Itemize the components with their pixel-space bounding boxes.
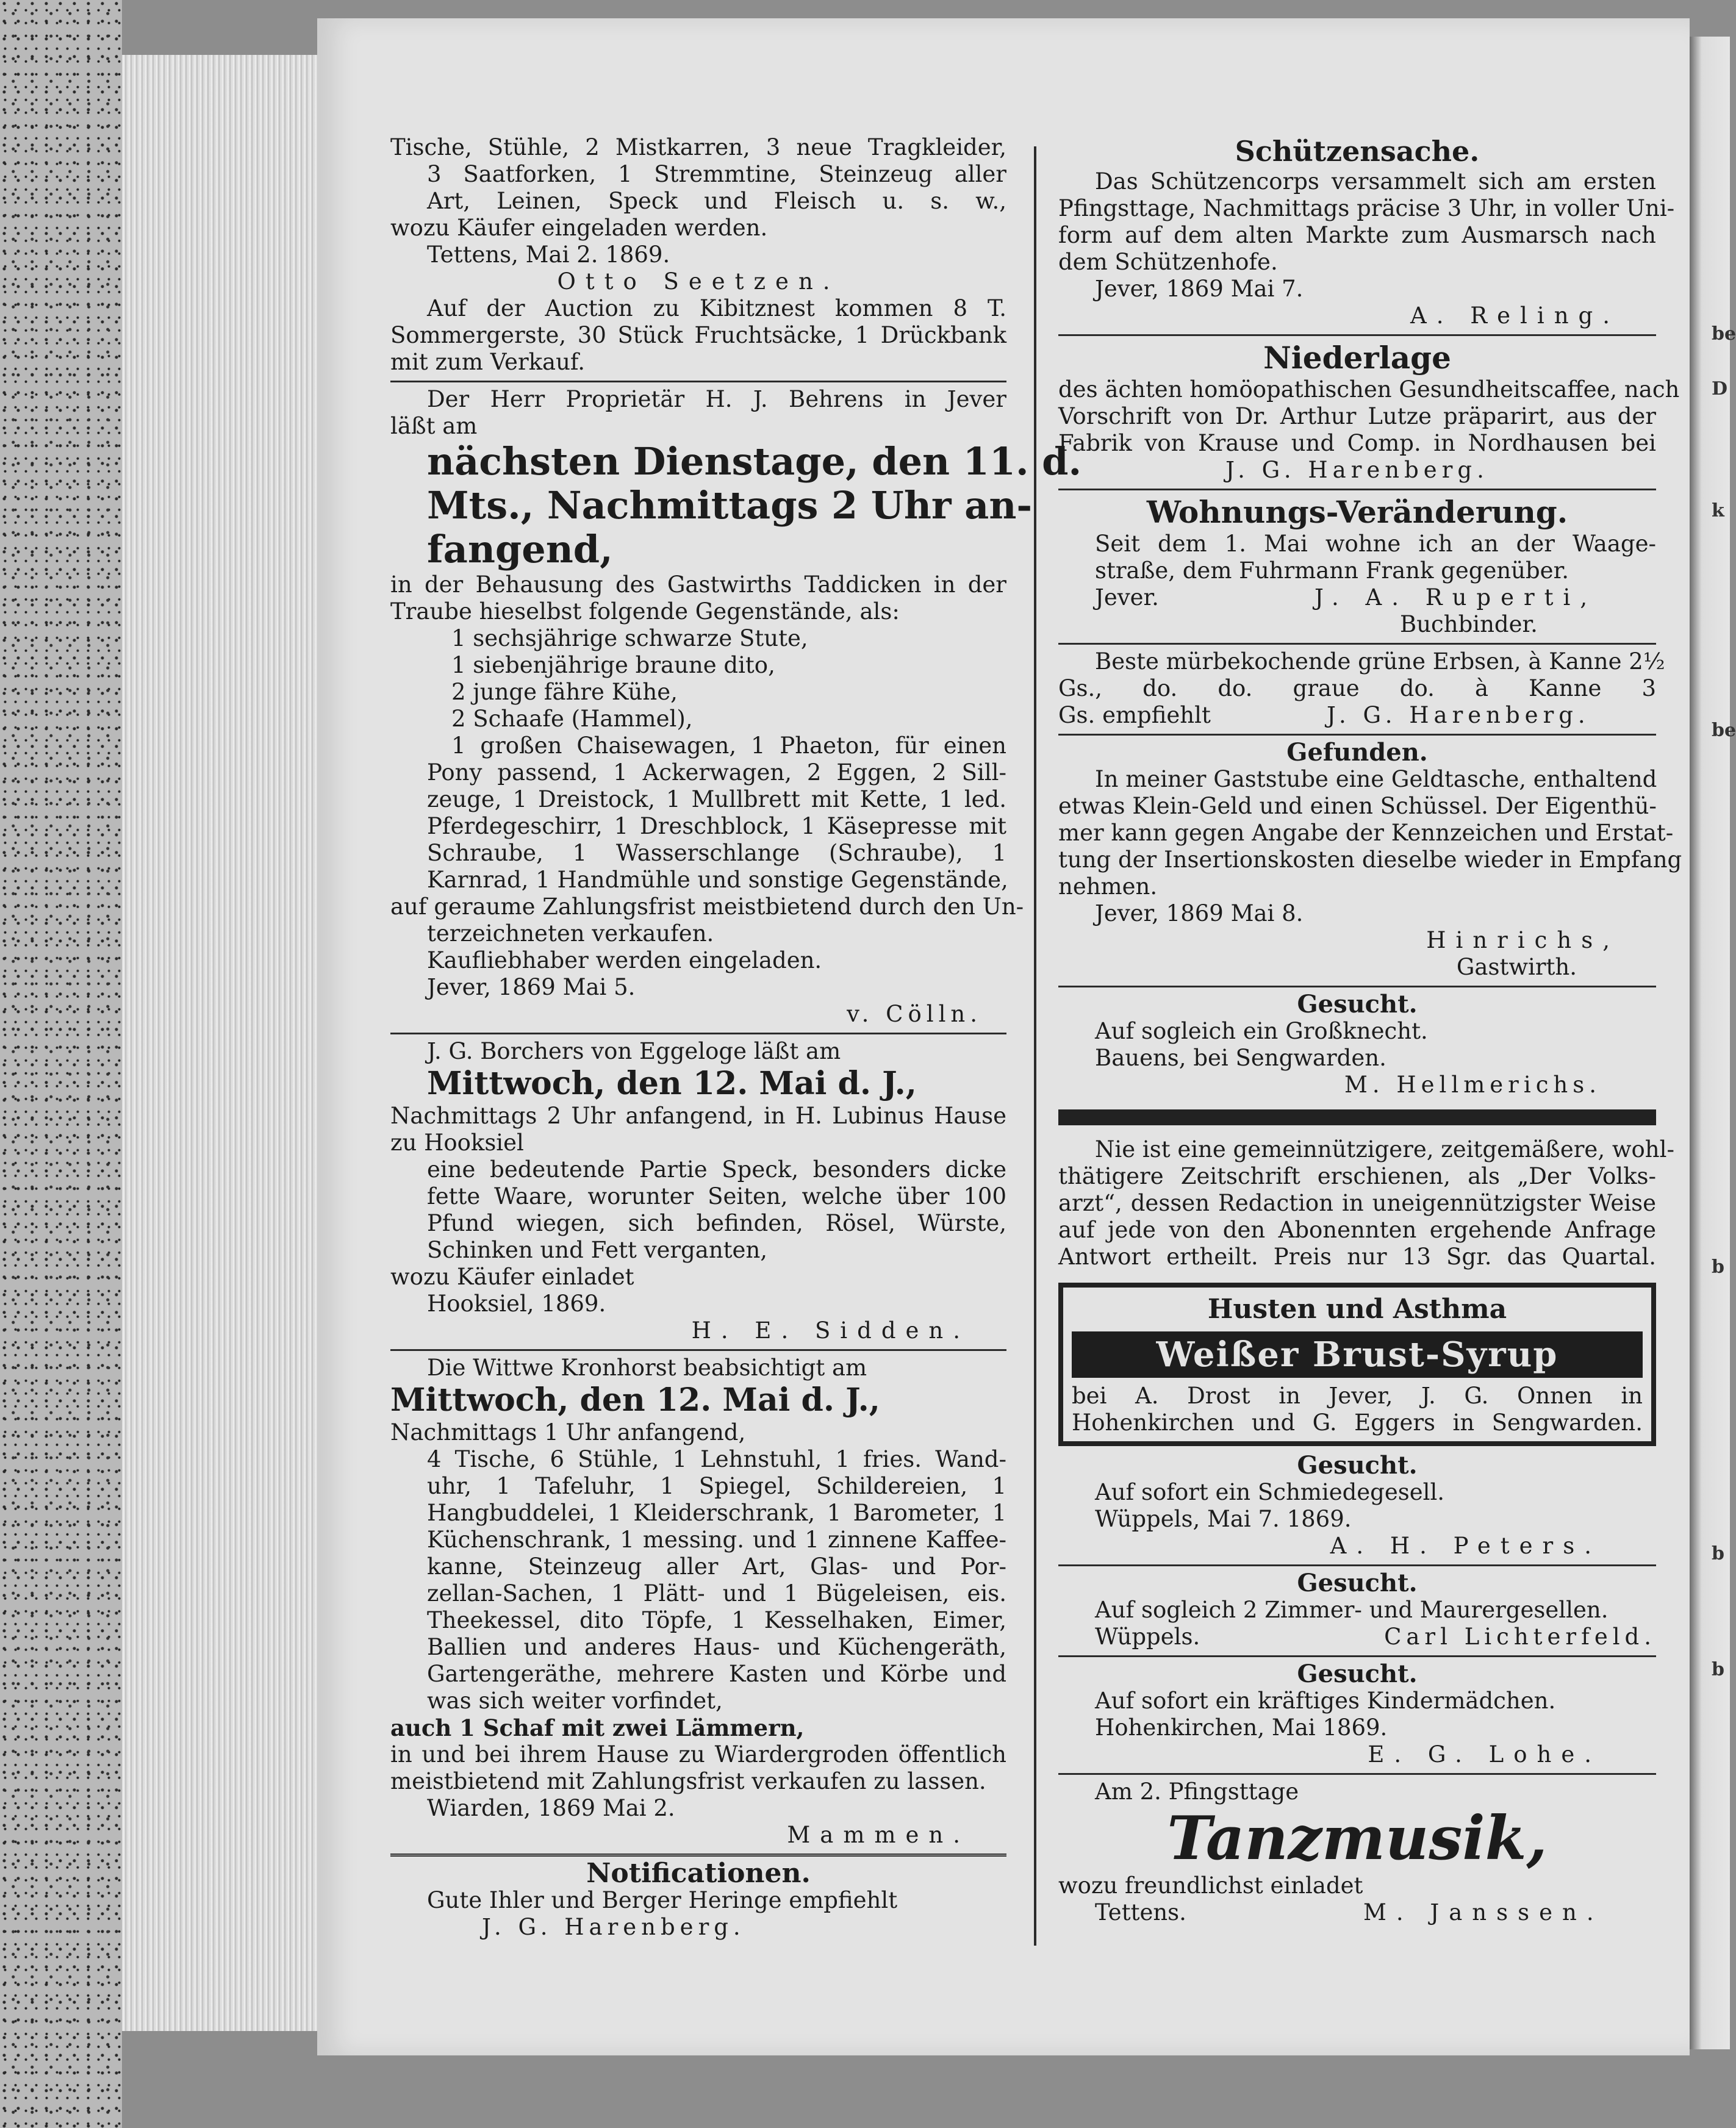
facing-page-fragment: D — [1712, 378, 1728, 399]
text-line: auf jede von den Abonennten ergehende Anfrage — [1058, 1217, 1656, 1243]
list-item: Pferdegeschirr, 1 Dreschblock, 1 Käsepresse mit — [427, 813, 1006, 839]
list-item: Pfund wiegen, sich befinden, Rösel, Würste, — [427, 1210, 1006, 1236]
date-line: Jever, 1869 Mai 8. — [1095, 900, 1304, 926]
text-line: bei A. Drost in Jever, J. G. Onnen in — [1072, 1383, 1643, 1409]
text-line: 3 Saatforken, 1 Stremmtine, Steinzeug aller — [427, 161, 1006, 187]
separator-rule — [390, 381, 1006, 382]
separator-rule — [1058, 1773, 1656, 1775]
ad-kibitznest — [390, 295, 1006, 376]
highlight-line: auch 1 Schaf mit zwei Lämmern, — [390, 1714, 805, 1741]
list-item: Karnrad, 1 Handmühle und sonstige Gegenstände, — [427, 867, 1008, 893]
section-heading: Gesucht. — [1297, 990, 1418, 1019]
section-heading: Gesucht. — [1297, 1660, 1418, 1688]
auction-date-headline: Mts., Nachmittags 2 Uhr an- — [427, 483, 1033, 528]
text-line: Gs., do. do. graue do. à Kanne 3 — [1058, 675, 1656, 701]
section-heading: Gesucht. — [1297, 1451, 1418, 1480]
facing-page-fragment: be — [1712, 720, 1736, 741]
list-item: uhr, 1 Tafeluhr, 1 Spiegel, Schildereien, 1 — [427, 1473, 1006, 1499]
text-line: dem Schützenhofe. — [1058, 249, 1278, 275]
text-line: form auf dem alten Markte zum Ausmarsch nach — [1058, 222, 1656, 248]
list-item: Schinken und Fett verganten, — [427, 1237, 768, 1263]
text-line: Sommergerste, 30 Stück Fruchtsäcke, 1 Drückbank — [390, 322, 1006, 348]
text-line: Art, Leinen, Speck und Fleisch u. s. w., — [427, 188, 1006, 214]
text-line: Fabrik von Krause und Comp. in Nordhausen bei — [1058, 430, 1656, 456]
signature: J. G. Harenberg. — [482, 1914, 745, 1940]
text-line: zu Hooksiel — [390, 1130, 524, 1156]
text-line: Gute Ihler und Berger Heringe empfiehlt — [427, 1887, 898, 1913]
ad-tanzmusik — [1058, 1779, 1656, 1926]
text-line: terzeichneten verkaufen. — [427, 920, 714, 947]
date-line: Hohenkirchen, Mai 1869. — [1095, 1714, 1388, 1741]
list-item: zeuge, 1 Dreistock, 1 Mullbrett mit Kette, 1 led. — [427, 786, 1006, 812]
list-item: eine bedeutende Partie Speck, besonders dicke — [427, 1156, 1006, 1183]
ad-brust-syrup-box — [1058, 1283, 1656, 1446]
auction-date-headline: Mittwoch, den 12. Mai d. J., — [390, 1381, 880, 1419]
facing-page-fragment: k — [1712, 500, 1724, 521]
auction-date-headline: Mittwoch, den 12. Mai d. J., — [427, 1065, 917, 1102]
text-line: Tische, Stühle, 2 Mistkarren, 3 neue Tragkleider, — [390, 134, 1006, 160]
text-line: Am 2. Pfingsttage — [1095, 1779, 1299, 1805]
signature-row — [1058, 1624, 1656, 1650]
ad-gefunden — [1058, 738, 1682, 981]
signature: v. Cölln. — [847, 1001, 982, 1027]
text-line: in der Behausung des Gastwirths Taddicken in der — [390, 571, 1006, 598]
text-line: mit zum Verkauf. — [390, 349, 586, 375]
separator-rule — [1058, 1564, 1656, 1566]
signature: M. Janssen. — [1363, 1899, 1604, 1926]
text-line: Nachmittags 1 Uhr anfangend, — [390, 1419, 746, 1446]
signature: H. E. Sidden. — [691, 1317, 970, 1344]
text-line: nehmen. — [1058, 873, 1158, 900]
list-item: 1 sechsjährige schwarze Stute, — [451, 625, 808, 651]
list-item: 2 Schaafe (Hammel), — [451, 706, 693, 732]
text-line: Auf sogleich 2 Zimmer- und Maurergesellen. — [1095, 1597, 1609, 1623]
date-line: Wiarden, 1869 Mai 2. — [427, 1795, 675, 1821]
list-item: 1 großen Chaisewagen, 1 Phaeton, für einen — [451, 733, 1006, 759]
list-item: 2 junge fähre Kühe, — [451, 679, 678, 705]
signature: J. G. Harenberg. — [1327, 702, 1590, 728]
ad-niederlage — [1058, 340, 1680, 484]
ad-volksarzt — [1058, 1136, 1674, 1270]
text-line: Auf der Auction zu Kibitznest kommen 8 T. — [427, 295, 1006, 321]
ad-behrens-auction — [390, 386, 1082, 1028]
text-line: Nie ist eine gemeinnützigere, zeitgemäßere, wohl- — [1095, 1136, 1674, 1163]
text-line: Auf sofort ein kräftiges Kindermädchen. — [1095, 1688, 1556, 1714]
text-line: J. G. Borchers von Eggeloge läßt am — [427, 1038, 841, 1064]
text-line: des ächten homöopathischen Gesundheitscaffee, nach — [1058, 376, 1680, 403]
list-item: zellan-Sachen, 1 Plätt- und 1 Bügeleisen, eis. — [427, 1580, 1006, 1607]
ad-gesucht-maurergesellen — [1058, 1570, 1656, 1650]
ad-wohnungs-veraenderung — [1058, 494, 1656, 638]
ad-gesucht-schmiedegesell — [1058, 1452, 1656, 1560]
separator-rule — [1058, 1655, 1656, 1657]
list-item: kanne, Steinzeug aller Art, Glas- und Por- — [427, 1553, 1006, 1580]
date-line: Jever, 1869 Mai 7. — [1095, 276, 1304, 302]
list-item: 1 siebenjährige braune dito, — [451, 652, 775, 678]
signature: A. Reling. — [1410, 303, 1619, 329]
section-heading: Notificationen. — [586, 1858, 811, 1889]
ad-erbsen — [1058, 648, 1665, 729]
text-line: Das Schützencorps versammelt sich am ersten — [1095, 168, 1656, 195]
text-line: In meiner Gaststube eine Geldtasche, enthaltend — [1095, 766, 1657, 792]
text-line: läßt am — [390, 413, 478, 439]
text-line: in und bei ihrem Hause zu Wiardergroden öffentlich — [390, 1741, 1006, 1768]
column-divider — [1034, 146, 1036, 1946]
section-heading: Gesucht. — [1297, 1569, 1418, 1597]
list-item: was sich weiter vorfindet, — [427, 1688, 723, 1714]
text-line: straße, dem Fuhrmann Frank gegenüber. — [1095, 557, 1569, 584]
signature: Otto Seetzen. — [557, 268, 840, 295]
list-item: fette Waare, worunter Seiten, welche über 100 — [427, 1183, 1006, 1209]
ad-gesucht-grossknecht — [1058, 991, 1656, 1098]
signature: Hinrichs, — [1426, 927, 1619, 953]
list-item: Ballien und anderes Haus- und Küchengeräth, — [427, 1634, 1006, 1660]
ad-gesucht-kindermaedchen — [1058, 1661, 1656, 1768]
separator-rule — [390, 1349, 1006, 1351]
section-heading: Niederlage — [1263, 340, 1451, 376]
separator-rule — [390, 1854, 1006, 1857]
section-heading: Husten und Asthma — [1207, 1294, 1507, 1325]
signature: M. Hellmerichs. — [1344, 1072, 1601, 1098]
signature-row — [1058, 584, 1656, 611]
place-label: Jever. — [1095, 584, 1159, 611]
ad-borchers-auction — [390, 1038, 1006, 1344]
facing-page-fragment: b — [1712, 1659, 1724, 1680]
separator-rule — [1058, 489, 1656, 490]
text-line: thätigere Zeitschrift erschienen, als „Der Volks- — [1058, 1163, 1656, 1189]
signature: Carl Lichterfeld. — [1384, 1624, 1656, 1650]
text-line: tung der Insertionskosten dieselbe wieder in Empfang — [1058, 847, 1682, 873]
left-column — [390, 134, 1082, 1941]
text-line: Der Herr Proprietär H. J. Behrens in Jever — [427, 386, 1006, 412]
list-item: 4 Tische, 6 Stühle, 1 Lehnstuhl, 1 fries. Wand- — [427, 1446, 1006, 1472]
text-line: Auf sogleich ein Großknecht. — [1095, 1018, 1428, 1044]
text-line: Seit dem 1. Mai wohne ich an der Waage- — [1095, 531, 1656, 557]
section-heading: Wohnungs-Veränderung. — [1146, 494, 1568, 530]
facing-page-fragment: b — [1712, 1256, 1724, 1278]
text-line: wozu Käufer eingeladen werden. — [390, 215, 768, 241]
right-column — [1058, 134, 1682, 1926]
text-line: meistbietend mit Zahlungsfrist verkaufen zu lassen. — [390, 1768, 986, 1794]
separator-rule — [1058, 334, 1656, 336]
separator-rule — [1058, 643, 1656, 645]
signature-row — [1058, 1899, 1656, 1926]
signature-row — [1058, 702, 1656, 729]
signature: J. G. Harenberg. — [1225, 457, 1489, 483]
list-item: Theekessel, dito Töpfe, 1 Kesselhaken, Eimer, — [427, 1607, 1006, 1633]
ad-tettens-auction — [390, 134, 1006, 295]
text-line: Hohenkirchen und G. Eggers in Sengwarden. — [1072, 1410, 1643, 1436]
facing-page-fragment: be — [1712, 323, 1736, 345]
text-line: wozu Käufer einladet — [390, 1264, 634, 1290]
text-line: mer kann gegen Angabe der Kennzeichen und Erstat- — [1058, 820, 1674, 846]
signature: J. A. Ruperti, — [1315, 584, 1598, 611]
text-line: arzt“, dessen Redaction in uneigennützigster Weise — [1058, 1190, 1656, 1216]
text-line: Auf sofort ein Schmiedegesell. — [1095, 1479, 1445, 1505]
date-line: Jever, 1869 Mai 5. — [427, 974, 636, 1000]
auction-date-headline: fangend, — [427, 527, 613, 571]
text-line: Beste mürbekochende grüne Erbsen, à Kanne 2½ — [1095, 648, 1665, 675]
section-heading: Schützensache. — [1235, 135, 1480, 168]
event-headline: Tanzmusik, — [1167, 1804, 1548, 1874]
signature: Mammen. — [787, 1822, 970, 1848]
date-line: Hooksiel, 1869. — [427, 1291, 606, 1317]
ad-kronhorst-auction — [390, 1355, 1006, 1849]
text-line: Nachmittags 2 Uhr anfangend, in H. Lubinus Hause — [390, 1103, 1006, 1129]
date-line: Wüppels, Mai 7. 1869. — [1095, 1506, 1352, 1532]
text-line: wozu freundlichst einladet — [1058, 1872, 1363, 1899]
list-item: Gartengeräthe, mehrere Kasten und Körbe und — [427, 1661, 1006, 1687]
text-line: Kaufliebhaber werden eingeladen. — [427, 947, 822, 973]
text-line: Pfingsttage, Nachmittags präcise 3 Uhr, in voller Uni- — [1058, 195, 1675, 221]
book-cover-edge — [0, 0, 122, 2128]
occupation-label: Buchbinder. — [1400, 611, 1538, 637]
place-label: Wüppels. — [1095, 1624, 1200, 1650]
section-heading: Gefunden. — [1286, 738, 1428, 767]
separator-rule — [1058, 986, 1656, 987]
date-line: Tettens, Mai 2. 1869. — [427, 242, 670, 268]
list-item: Pony passend, 1 Ackerwagen, 2 Eggen, 2 Sill- — [427, 759, 1006, 786]
list-item: Schraube, 1 Wasserschlange (Schraube), 1 — [427, 840, 1006, 866]
list-item: Hangbuddelei, 1 Kleiderschrank, 1 Barometer, 1 — [427, 1500, 1006, 1526]
auction-date-headline: nächsten Dienstage, den 11. d. — [427, 439, 1082, 484]
occupation-label: Gastwirth. — [1456, 954, 1577, 980]
text-line: auf geraume Zahlungsfrist meistbietend durch den Un- — [390, 894, 1024, 920]
signature: A. H. Peters. — [1330, 1533, 1601, 1559]
list-item: Küchenschrank, 1 messing. und 1 zinnene Kaffee- — [427, 1527, 1006, 1553]
text-line: Traube hieselbst folgende Gegenstände, als: — [390, 598, 900, 625]
text-line: Vorschrift von Dr. Arthur Lutze präparirt, aus der — [1058, 403, 1656, 429]
text-line: Die Wittwe Kronhorst beabsichtigt am — [427, 1355, 867, 1381]
text-line: Bauens, bei Sengwarden. — [1095, 1045, 1386, 1071]
text-line: Gs. empfiehlt — [1058, 702, 1211, 728]
separator-rule — [1058, 734, 1656, 736]
text-line: etwas Klein-Geld und einen Schüssel. Der Eigenthü- — [1058, 793, 1657, 819]
product-title: Weißer Brust-Syrup — [1072, 1331, 1643, 1378]
notifications-section — [390, 1860, 1006, 1941]
facing-page-fragment: b — [1712, 1543, 1724, 1564]
ad-schuetzensache — [1058, 134, 1675, 329]
text-line: Antwort ertheilt. Preis nur 13 Sgr. das Quartal. — [1058, 1244, 1656, 1270]
place-label: Tettens. — [1095, 1899, 1186, 1926]
signature: E. G. Lohe. — [1368, 1741, 1601, 1768]
separator-rule — [390, 1033, 1006, 1034]
separator-bar — [1058, 1109, 1656, 1125]
page-stack-edge — [122, 55, 323, 2031]
